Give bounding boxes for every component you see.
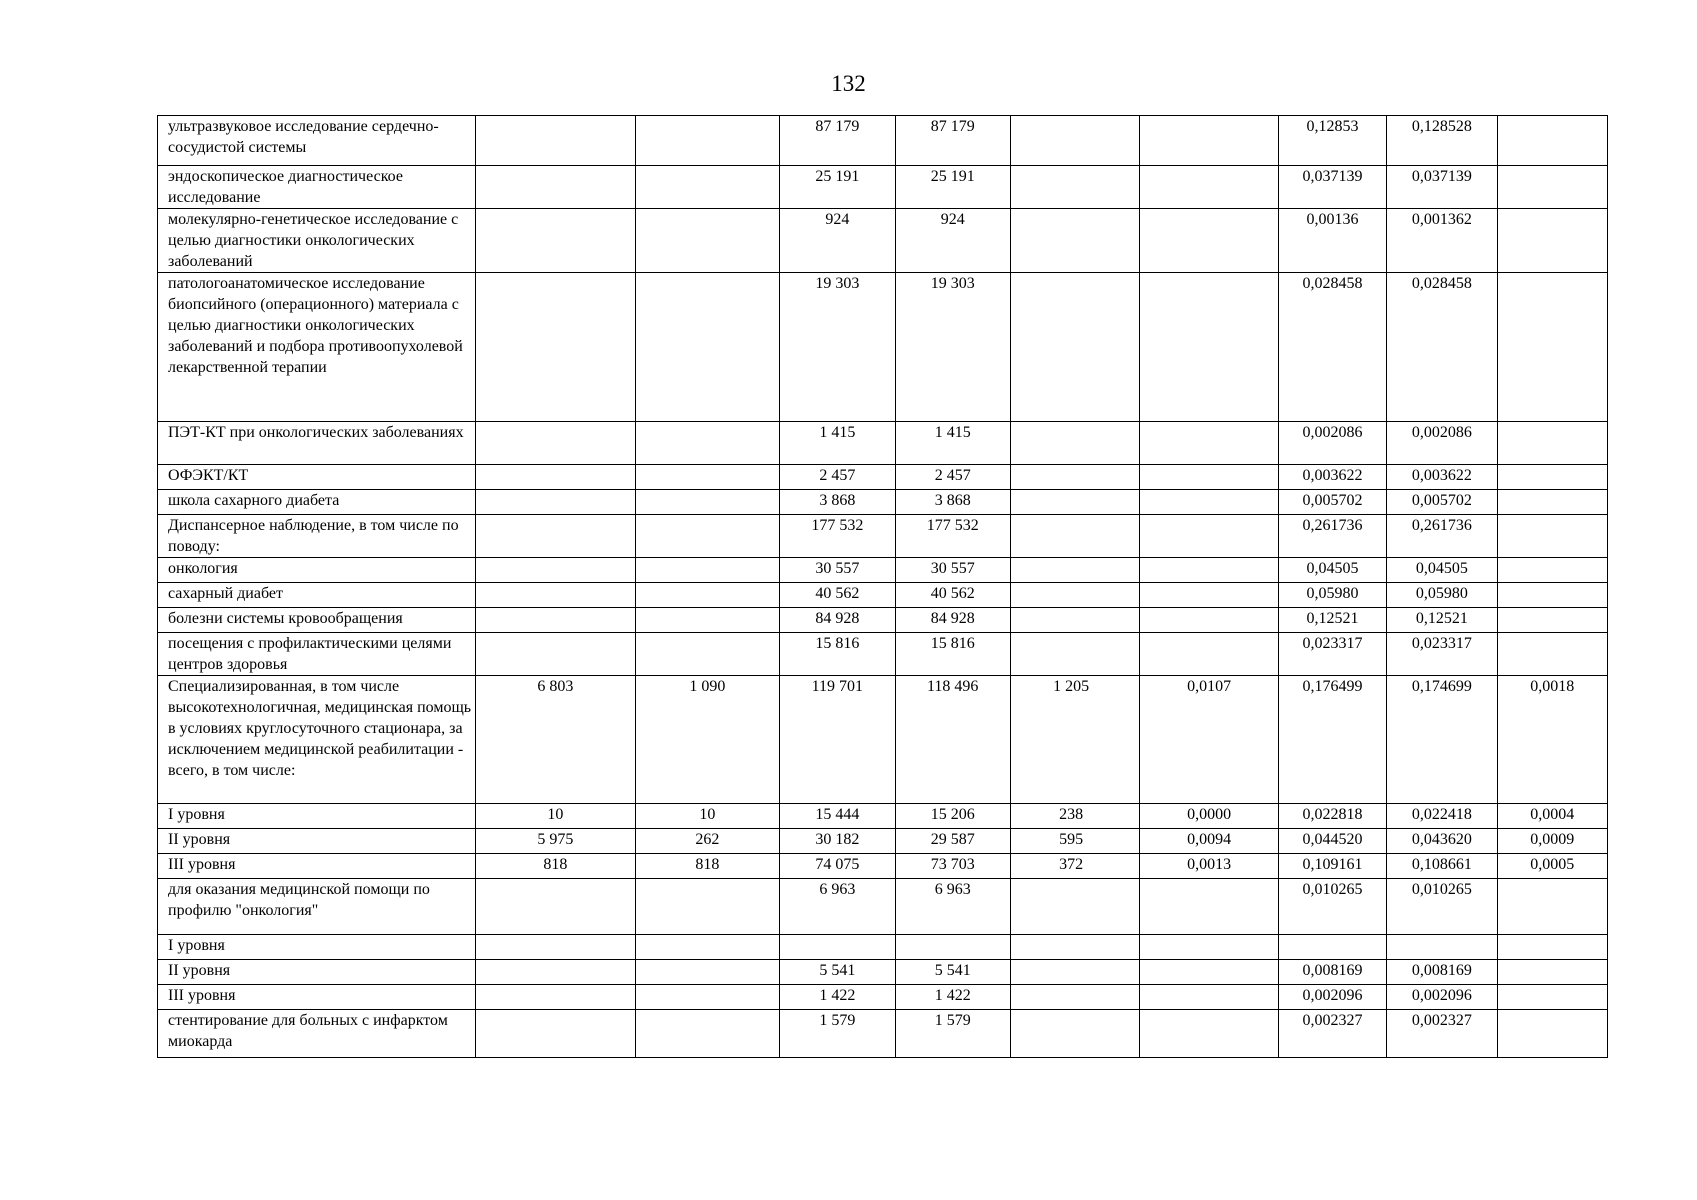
table-cell: 87 179 (895, 116, 1010, 166)
table-cell: 0,010265 (1387, 879, 1497, 935)
table-cell: 0,037139 (1387, 166, 1497, 209)
table-cell (476, 583, 636, 608)
table-cell: 0,023317 (1278, 633, 1386, 676)
table-cell: 1 579 (780, 1010, 895, 1058)
table-cell (1497, 166, 1607, 209)
row-label: школа сахарного диабета (158, 490, 476, 515)
table-cell (635, 422, 779, 465)
row-label: ПЭТ-КТ при онкологических заболеваниях (158, 422, 476, 465)
table-cell (635, 985, 779, 1010)
table-cell (1010, 583, 1139, 608)
table-cell: 0,261736 (1387, 515, 1497, 558)
table-cell (476, 985, 636, 1010)
table-cell (476, 116, 636, 166)
table-cell (1140, 935, 1278, 960)
table-cell (635, 1010, 779, 1058)
table-cell (476, 273, 636, 422)
table-cell (476, 558, 636, 583)
table-cell: 5 541 (780, 960, 895, 985)
table-cell (1140, 116, 1278, 166)
table-cell: 0,0107 (1140, 676, 1278, 804)
table-cell (1010, 608, 1139, 633)
table-cell (476, 935, 636, 960)
table-cell: 0,0009 (1497, 829, 1607, 854)
table-cell (1497, 558, 1607, 583)
row-label: болезни системы кровообращения (158, 608, 476, 633)
table-cell (635, 209, 779, 273)
table-cell: 118 496 (895, 676, 1010, 804)
table-cell: 2 457 (780, 465, 895, 490)
table-cell (476, 608, 636, 633)
table-cell (1140, 273, 1278, 422)
table-cell (476, 166, 636, 209)
table-cell (476, 209, 636, 273)
table-cell: 0,002086 (1387, 422, 1497, 465)
table-cell: 0,001362 (1387, 209, 1497, 273)
row-label: I уровня (158, 935, 476, 960)
table-cell: 15 816 (780, 633, 895, 676)
table-cell: 0,022418 (1387, 804, 1497, 829)
table-cell (635, 935, 779, 960)
table-cell: 0,108661 (1387, 854, 1497, 879)
table-cell: 19 303 (780, 273, 895, 422)
table-cell: 924 (895, 209, 1010, 273)
table-cell: 1 415 (780, 422, 895, 465)
table-cell: 0,002327 (1387, 1010, 1497, 1058)
table-cell: 0,12521 (1278, 608, 1386, 633)
table-cell (635, 960, 779, 985)
table-cell (1140, 490, 1278, 515)
page-number: 132 (831, 71, 866, 96)
table-cell: 0,005702 (1387, 490, 1497, 515)
table-row (158, 879, 1608, 935)
table-cell (635, 515, 779, 558)
table-cell (635, 583, 779, 608)
row-label: для оказания медицинской помощи по профилю "онкология" (158, 879, 476, 935)
row-label: I уровня (158, 804, 476, 829)
table-cell (476, 515, 636, 558)
table-cell (1010, 209, 1139, 273)
table-cell (1140, 465, 1278, 490)
table-cell (1497, 633, 1607, 676)
table-cell: 1 579 (895, 1010, 1010, 1058)
table-cell (1140, 422, 1278, 465)
table-cell: 1 422 (780, 985, 895, 1010)
table-cell: 1 205 (1010, 676, 1139, 804)
row-label: ОФЭКТ/КТ (158, 465, 476, 490)
table-cell: 10 (635, 804, 779, 829)
table-cell: 30 182 (780, 829, 895, 854)
table-row (158, 804, 1608, 829)
table-cell (1140, 166, 1278, 209)
table-cell (635, 879, 779, 935)
table-cell: 29 587 (895, 829, 1010, 854)
table-cell (635, 465, 779, 490)
table-cell: 177 532 (895, 515, 1010, 558)
table-row (158, 116, 1608, 166)
table-cell (476, 490, 636, 515)
table-cell (1140, 1010, 1278, 1058)
table-row (158, 676, 1608, 804)
table-cell (1010, 633, 1139, 676)
table-cell: 3 868 (895, 490, 1010, 515)
table-row (158, 1010, 1608, 1058)
table-row (158, 829, 1608, 854)
row-label: онкология (158, 558, 476, 583)
data-table (157, 115, 1608, 1058)
table-cell: 0,12521 (1387, 608, 1497, 633)
table-cell (1010, 490, 1139, 515)
row-label: Специализированная, в том числе высокотехнологичная, медицинская помощь в условиях круглосуточного стационара, за исключением медицинской реабилитации - всего, в том числе: (158, 676, 476, 804)
table-cell: 1 090 (635, 676, 779, 804)
table-cell (635, 273, 779, 422)
table-cell (1140, 879, 1278, 935)
table-cell: 0,005702 (1278, 490, 1386, 515)
table-cell: 87 179 (780, 116, 895, 166)
table-cell: 25 191 (895, 166, 1010, 209)
table-cell: 19 303 (895, 273, 1010, 422)
table-row (158, 166, 1608, 209)
table-cell (635, 116, 779, 166)
table-row (158, 422, 1608, 465)
row-label: ультразвуковое исследование сердечно-сосудистой системы (158, 116, 476, 166)
table-row (158, 490, 1608, 515)
table-cell: 0,002327 (1278, 1010, 1386, 1058)
table-cell (1140, 515, 1278, 558)
table-cell: 2 457 (895, 465, 1010, 490)
table-cell (1140, 985, 1278, 1010)
table-cell: 5 975 (476, 829, 636, 854)
table-cell: 3 868 (780, 490, 895, 515)
table-cell: 10 (476, 804, 636, 829)
table-cell (1387, 935, 1497, 960)
table-cell (476, 633, 636, 676)
table-cell: 924 (780, 209, 895, 273)
table-cell: 15 444 (780, 804, 895, 829)
table-cell (1140, 209, 1278, 273)
table-cell: 818 (635, 854, 779, 879)
table-cell (1497, 879, 1607, 935)
table-cell: 0,05980 (1278, 583, 1386, 608)
table-row (158, 558, 1608, 583)
table-cell (476, 1010, 636, 1058)
table-cell: 0,022818 (1278, 804, 1386, 829)
table-cell (1010, 558, 1139, 583)
table-cell (635, 490, 779, 515)
table-cell: 6 963 (895, 879, 1010, 935)
table-cell (1497, 465, 1607, 490)
table-cell: 0,176499 (1278, 676, 1386, 804)
table-cell (1010, 985, 1139, 1010)
table-cell: 0,0018 (1497, 676, 1607, 804)
table-cell: 0,010265 (1278, 879, 1386, 935)
table-cell (1140, 608, 1278, 633)
table-row (158, 633, 1608, 676)
row-label: эндоскопическое диагностическое исследование (158, 166, 476, 209)
table-cell (1140, 558, 1278, 583)
table-cell: 0,037139 (1278, 166, 1386, 209)
table-cell: 0,028458 (1387, 273, 1497, 422)
table-cell: 0,043620 (1387, 829, 1497, 854)
table-cell (1140, 583, 1278, 608)
table-cell: 0,003622 (1278, 465, 1386, 490)
table-row (158, 273, 1608, 422)
table-cell (1497, 490, 1607, 515)
table-cell (895, 935, 1010, 960)
table-cell (1497, 608, 1607, 633)
table-cell (1010, 166, 1139, 209)
table-cell: 0,008169 (1387, 960, 1497, 985)
table-cell (635, 608, 779, 633)
table-cell: 119 701 (780, 676, 895, 804)
row-label: III уровня (158, 985, 476, 1010)
table-cell (1010, 515, 1139, 558)
table-cell: 0,023317 (1387, 633, 1497, 676)
row-label: сахарный диабет (158, 583, 476, 608)
table-cell (1497, 116, 1607, 166)
table-cell: 15 816 (895, 633, 1010, 676)
row-label: Диспансерное наблюдение, в том числе по поводу: (158, 515, 476, 558)
table-cell (1140, 960, 1278, 985)
table-cell: 595 (1010, 829, 1139, 854)
table-cell: 0,174699 (1387, 676, 1497, 804)
table-cell: 0,002086 (1278, 422, 1386, 465)
table-cell (1497, 935, 1607, 960)
table-cell: 0,12853 (1278, 116, 1386, 166)
table-cell: 25 191 (780, 166, 895, 209)
table-row (158, 209, 1608, 273)
table-cell (476, 879, 636, 935)
table-cell: 0,0000 (1140, 804, 1278, 829)
row-label: посещения с профилактическими целями центров здоровья (158, 633, 476, 676)
table-cell: 818 (476, 854, 636, 879)
table-cell: 0,044520 (1278, 829, 1386, 854)
table-row (158, 985, 1608, 1010)
table-cell (1497, 273, 1607, 422)
table-cell (1010, 273, 1139, 422)
table-cell (1497, 960, 1607, 985)
table-cell: 0,109161 (1278, 854, 1386, 879)
table-cell (476, 465, 636, 490)
table-cell: 1 422 (895, 985, 1010, 1010)
table-row (158, 465, 1608, 490)
table-cell (1010, 960, 1139, 985)
table-cell: 74 075 (780, 854, 895, 879)
table-cell: 238 (1010, 804, 1139, 829)
table-cell: 0,00136 (1278, 209, 1386, 273)
table-cell (1497, 1010, 1607, 1058)
table-cell: 0,04505 (1387, 558, 1497, 583)
table-cell (1497, 515, 1607, 558)
table-cell: 1 415 (895, 422, 1010, 465)
table-cell (780, 935, 895, 960)
table-cell (1497, 985, 1607, 1010)
table-cell: 0,0094 (1140, 829, 1278, 854)
table-cell: 0,0004 (1497, 804, 1607, 829)
table-cell: 0,0005 (1497, 854, 1607, 879)
table-cell (1278, 935, 1386, 960)
table-row (158, 935, 1608, 960)
table-cell: 0,261736 (1278, 515, 1386, 558)
table-cell (635, 558, 779, 583)
table-cell: 6 963 (780, 879, 895, 935)
table-cell: 372 (1010, 854, 1139, 879)
table-cell: 0,05980 (1387, 583, 1497, 608)
table-cell (1010, 465, 1139, 490)
table-cell (1010, 422, 1139, 465)
table-cell (476, 960, 636, 985)
table-cell (1497, 209, 1607, 273)
table-cell: 30 557 (895, 558, 1010, 583)
table-cell: 84 928 (895, 608, 1010, 633)
table-cell: 15 206 (895, 804, 1010, 829)
table-cell: 177 532 (780, 515, 895, 558)
table-cell (1010, 1010, 1139, 1058)
table-row (158, 608, 1608, 633)
table-cell: 0,0013 (1140, 854, 1278, 879)
table-cell: 0,04505 (1278, 558, 1386, 583)
table-cell (635, 166, 779, 209)
table-cell: 262 (635, 829, 779, 854)
table-cell (476, 422, 636, 465)
table-cell: 0,003622 (1387, 465, 1497, 490)
table-cell: 40 562 (895, 583, 1010, 608)
table-cell: 73 703 (895, 854, 1010, 879)
row-label: стентирование для больных с инфарктом миокарда (158, 1010, 476, 1058)
table-cell: 0,128528 (1387, 116, 1497, 166)
table-cell: 0,002096 (1278, 985, 1386, 1010)
table-cell: 40 562 (780, 583, 895, 608)
table-row (158, 583, 1608, 608)
table-cell: 0,028458 (1278, 273, 1386, 422)
row-label: III уровня (158, 854, 476, 879)
table-cell (1140, 633, 1278, 676)
row-label: II уровня (158, 960, 476, 985)
table-row (158, 515, 1608, 558)
table-cell: 30 557 (780, 558, 895, 583)
table-cell (1497, 422, 1607, 465)
table-cell: 84 928 (780, 608, 895, 633)
table-cell (1010, 935, 1139, 960)
table-cell: 6 803 (476, 676, 636, 804)
table-cell (1497, 583, 1607, 608)
table-row (158, 960, 1608, 985)
table-cell: 0,008169 (1278, 960, 1386, 985)
table-cell (1010, 879, 1139, 935)
row-label: патологоанатомическое исследование биопсийного (операционного) материала с целью диагностики онкологических заболеваний и подбора противоопухолевой лекарственной терапии (158, 273, 476, 422)
row-label: II уровня (158, 829, 476, 854)
table-cell (635, 633, 779, 676)
table-row (158, 854, 1608, 879)
table-cell: 0,002096 (1387, 985, 1497, 1010)
row-label: молекулярно-генетическое исследование с целью диагностики онкологических заболеваний (158, 209, 476, 273)
table-cell (1010, 116, 1139, 166)
table-cell: 5 541 (895, 960, 1010, 985)
